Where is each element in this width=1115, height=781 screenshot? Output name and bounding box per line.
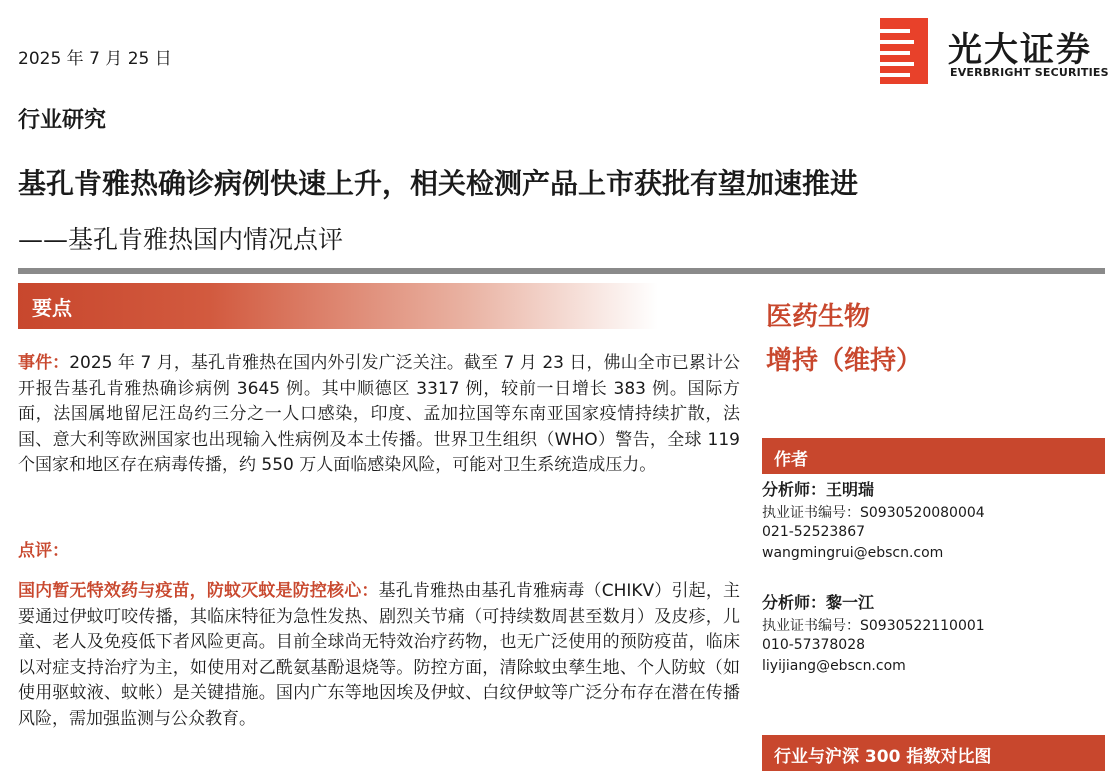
analyst-2-phone: 010-57378028 [762, 637, 866, 653]
report-title: 基孔肯雅热确诊病例快速上升，相关检测产品上市获批有望加速推进 [18, 167, 859, 200]
event-paragraph [18, 351, 740, 479]
author-section-bar [762, 438, 1105, 474]
rating: 增持（维持） [766, 346, 923, 376]
event-label: 事件： [18, 353, 70, 373]
analyst-1-name: 分析师：王明瑞 [762, 480, 875, 499]
point1-text: 基孔肯雅热由基孔肯雅病毒（CHIKV）引起，主要通过伊蚊叮咬传播，其临床特征为急性发热、剧烈关节痛（可持续数周甚至数月）及皮疹，儿童、老人及免疫低下者风险更高。目前全球尚无特效治疗药物，也无广泛使用的预防疫苗，临床以对症支持治疗为主，如使用对乙酰氨基酚退烧等。防控方面，清除蚊虫孳生地、个人防蚊（如使用驱蚊液、蚊帐）是关键措施。国内广东等地因埃及伊蚊、白纹伊蚊等广泛分布存在潜在传播风险，需加强监测与公众教育。 [18, 581, 740, 729]
report-category: 行业研究 [18, 108, 107, 133]
logo-chinese-name: 光大证券 [948, 30, 1092, 70]
analyst-1-phone: 021-52523867 [762, 524, 866, 540]
key-points-heading: 要点 [32, 296, 72, 320]
point1-label: 国内暂无特效药与疫苗，防蚊灭蚊是防控核心： [18, 581, 379, 601]
sector-name: 医药生物 [766, 302, 871, 332]
report-subtitle: ——基孔肯雅热国内情况点评 [18, 225, 344, 254]
key-points-banner [18, 283, 658, 329]
everbright-logo-icon [880, 18, 928, 84]
analyst-2-email[interactable]: liyijiang@ebscn.com [762, 658, 906, 674]
company-logo [880, 18, 1109, 84]
header-divider [18, 268, 1105, 274]
analyst-1-cert: 执业证书编号：S0930520080004 [762, 505, 985, 521]
logo-english-name: EVERBRIGHT SECURITIES [950, 66, 1109, 79]
comment-label: 点评： [18, 541, 69, 561]
point1-paragraph [18, 579, 740, 732]
analyst-2-cert: 执业证书编号：S0930522110001 [762, 618, 985, 634]
comment-heading-paragraph [18, 539, 740, 565]
index-comparison-bar [762, 735, 1105, 771]
index-comparison-heading: 行业与沪深 300 指数对比图 [774, 747, 992, 767]
author-heading: 作者 [774, 450, 808, 470]
analyst-2-name: 分析师：黎一江 [762, 593, 875, 612]
report-date: 2025 年 7 月 25 日 [18, 49, 172, 69]
event-text: 2025 年 7 月，基孔肯雅热在国内外引发广泛关注。截至 7 月 23 日，佛山全市已累计公开报告基孔肯雅热确诊病例 3645 例。其中顺德区 3317 例，较前一日增长 383 例。国际方面，法国属地留尼汪岛约三分之一人口感染，印度、孟加拉国等东南亚国家疫情持续扩散，法国、意大利等欧洲国家也出现输入性病例及本土传播。世界卫生组织（WHO）警告，全球 119 个国家和地区存在病毒传播，约 550 万人面临感染风险，可能对卫生系统造成压力。 [18, 353, 741, 475]
analyst-1-email[interactable]: wangmingrui@ebscn.com [762, 545, 944, 561]
